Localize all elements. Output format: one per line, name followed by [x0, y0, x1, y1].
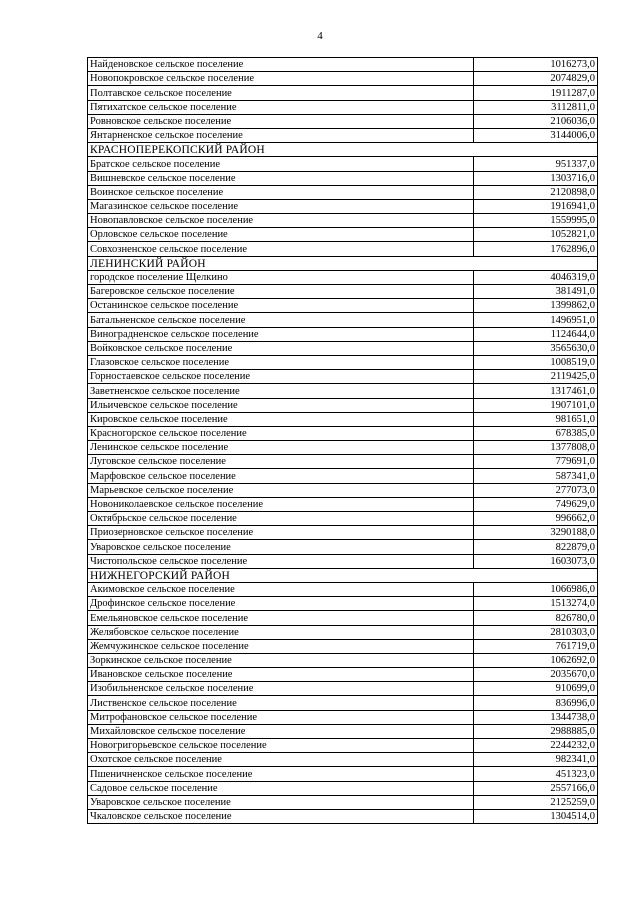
- table-row: [88, 597, 598, 611]
- settlement-name: Войковское сельское поселение: [88, 341, 474, 355]
- settlement-name: Виноградненское сельское поселение: [88, 327, 474, 341]
- settlement-value: 2120898,0: [474, 185, 598, 199]
- settlement-name: Вишневское сельское поселение: [88, 171, 474, 185]
- table-row: [88, 313, 598, 327]
- settlement-name: Марьевское сельское поселение: [88, 483, 474, 497]
- district-value-blank: [474, 143, 598, 157]
- table-row: [88, 412, 598, 426]
- settlement-value: 761719,0: [474, 639, 598, 653]
- table-row: [88, 171, 598, 185]
- settlement-name: Найденовское сельское поселение: [88, 58, 474, 72]
- settlement-value: 1124644,0: [474, 327, 598, 341]
- table-row: [88, 128, 598, 142]
- table-row: [88, 228, 598, 242]
- settlement-value: 1377808,0: [474, 441, 598, 455]
- settlement-name: Братское сельское поселение: [88, 157, 474, 171]
- settlement-name: Ровновское сельское поселение: [88, 114, 474, 128]
- table-row: [88, 86, 598, 100]
- settlement-name: Чкаловское сельское поселение: [88, 809, 474, 823]
- settlement-name: Пятихатское сельское поселение: [88, 100, 474, 114]
- table-row: [88, 270, 598, 284]
- settlement-name: Батальненское сельское поселение: [88, 313, 474, 327]
- table-row: [88, 653, 598, 667]
- settlement-value: 1052821,0: [474, 228, 598, 242]
- settlement-value: 3565630,0: [474, 341, 598, 355]
- table-row: [88, 483, 598, 497]
- settlement-value: 3112811,0: [474, 100, 598, 114]
- settlement-name: Зоркинское сельское поселение: [88, 653, 474, 667]
- table-row: [88, 512, 598, 526]
- settlement-value: 3290188,0: [474, 526, 598, 540]
- settlement-name: Магазинское сельское поселение: [88, 199, 474, 213]
- table-row: [88, 157, 598, 171]
- settlement-name: Луговское сельское поселение: [88, 455, 474, 469]
- settlement-value: 910699,0: [474, 682, 598, 696]
- settlement-value: 1062692,0: [474, 653, 598, 667]
- settlement-name: Орловское сельское поселение: [88, 228, 474, 242]
- settlement-name: Совхозненское сельское поселение: [88, 242, 474, 256]
- settlement-value: 1762896,0: [474, 242, 598, 256]
- table-row: [88, 455, 598, 469]
- table-row: [88, 710, 598, 724]
- settlement-name: Михайловское сельское поселение: [88, 724, 474, 738]
- settlement-name: городское поселение Щелкино: [88, 270, 474, 284]
- settlement-name: Останинское сельское поселение: [88, 299, 474, 313]
- table-row: [88, 497, 598, 511]
- district-header-row: [88, 256, 598, 270]
- settlement-name: Новогригорьевское сельское поселение: [88, 739, 474, 753]
- settlement-value: 822879,0: [474, 540, 598, 554]
- settlement-name: Марфовское сельское поселение: [88, 469, 474, 483]
- table-row: [88, 781, 598, 795]
- table-row: [88, 682, 598, 696]
- settlement-value: 2557166,0: [474, 781, 598, 795]
- settlement-name: Кировское сельское поселение: [88, 412, 474, 426]
- settlement-value: 982341,0: [474, 753, 598, 767]
- settlement-value: 1496951,0: [474, 313, 598, 327]
- settlement-value: 1916941,0: [474, 199, 598, 213]
- table-row: [88, 426, 598, 440]
- table-body: [88, 58, 598, 824]
- settlement-value: 2125259,0: [474, 795, 598, 809]
- settlement-name: Уваровское сельское поселение: [88, 795, 474, 809]
- table-row: [88, 299, 598, 313]
- settlement-name: Митрофановское сельское поселение: [88, 710, 474, 724]
- settlement-value: 1304514,0: [474, 809, 598, 823]
- district-header-row: [88, 568, 598, 582]
- district-value-blank: [474, 568, 598, 582]
- table-row: [88, 795, 598, 809]
- settlement-value: 2119425,0: [474, 370, 598, 384]
- table-row: [88, 58, 598, 72]
- settlement-value: 1344738,0: [474, 710, 598, 724]
- settlement-value: 1317461,0: [474, 384, 598, 398]
- settlement-value: 2810303,0: [474, 625, 598, 639]
- settlement-value: 1066986,0: [474, 582, 598, 596]
- table-row: [88, 582, 598, 596]
- settlement-name: Изобильненское сельское поселение: [88, 682, 474, 696]
- district-name: ЛЕНИНСКИЙ РАЙОН: [88, 256, 474, 270]
- settlement-name: Октябрьское сельское поселение: [88, 512, 474, 526]
- settlement-name: Емельяновское сельское поселение: [88, 611, 474, 625]
- settlement-value: 951337,0: [474, 157, 598, 171]
- settlement-value: 2244232,0: [474, 739, 598, 753]
- table-row: [88, 199, 598, 213]
- table-row: [88, 540, 598, 554]
- settlement-value: 2074829,0: [474, 72, 598, 86]
- settlement-name: Багеровское сельское поселение: [88, 285, 474, 299]
- table-row: [88, 739, 598, 753]
- table-row: [88, 668, 598, 682]
- settlement-value: 2106036,0: [474, 114, 598, 128]
- table-row: [88, 72, 598, 86]
- table-row: [88, 214, 598, 228]
- table-row: [88, 625, 598, 639]
- settlement-value: 3144006,0: [474, 128, 598, 142]
- settlement-name: Полтавское сельское поселение: [88, 86, 474, 100]
- settlement-value: 836996,0: [474, 696, 598, 710]
- table-row: [88, 554, 598, 568]
- settlement-value: 381491,0: [474, 285, 598, 299]
- settlement-name: Новопавловское сельское поселение: [88, 214, 474, 228]
- settlement-value: 1016273,0: [474, 58, 598, 72]
- table-row: [88, 696, 598, 710]
- settlement-value: 277073,0: [474, 483, 598, 497]
- district-name: КРАСНОПЕРЕКОПСКИЙ РАЙОН: [88, 143, 474, 157]
- table-row: [88, 767, 598, 781]
- settlement-name: Ильичевское сельское поселение: [88, 398, 474, 412]
- table-row: [88, 355, 598, 369]
- settlement-value: 1603073,0: [474, 554, 598, 568]
- table-row: [88, 441, 598, 455]
- settlement-value: 1303716,0: [474, 171, 598, 185]
- settlement-name: Лиственское сельское поселение: [88, 696, 474, 710]
- settlement-value: 1911287,0: [474, 86, 598, 100]
- settlement-value: 826780,0: [474, 611, 598, 625]
- settlement-value: 1907101,0: [474, 398, 598, 412]
- settlement-value: 779691,0: [474, 455, 598, 469]
- settlement-name: Ленинское сельское поселение: [88, 441, 474, 455]
- settlement-name: Глазовское сельское поселение: [88, 355, 474, 369]
- settlement-value: 996662,0: [474, 512, 598, 526]
- settlement-name: Дрофинское сельское поселение: [88, 597, 474, 611]
- page-number: 4: [317, 30, 323, 42]
- settlement-name: Заветненское сельское поселение: [88, 384, 474, 398]
- settlement-value: 1008519,0: [474, 355, 598, 369]
- table-row: [88, 341, 598, 355]
- settlement-name: Янтарненское сельское поселение: [88, 128, 474, 142]
- settlement-budget-table: [87, 57, 598, 824]
- table-row: [88, 469, 598, 483]
- settlement-value: 981651,0: [474, 412, 598, 426]
- settlement-name: Новопокровское сельское поселение: [88, 72, 474, 86]
- table-row: [88, 753, 598, 767]
- table-row: [88, 639, 598, 653]
- settlement-name: Желябовское сельское поселение: [88, 625, 474, 639]
- table-row: [88, 526, 598, 540]
- settlement-name: Воинское сельское поселение: [88, 185, 474, 199]
- table-row: [88, 398, 598, 412]
- settlement-name: Ивановское сельское поселение: [88, 668, 474, 682]
- district-value-blank: [474, 256, 598, 270]
- settlement-value: 587341,0: [474, 469, 598, 483]
- settlement-name: Акимовское сельское поселение: [88, 582, 474, 596]
- table-row: [88, 185, 598, 199]
- table-row: [88, 611, 598, 625]
- table-row: [88, 809, 598, 823]
- district-name: НИЖНЕГОРСКИЙ РАЙОН: [88, 568, 474, 582]
- table-row: [88, 100, 598, 114]
- settlement-name: Чистопольское сельское поселение: [88, 554, 474, 568]
- table-row: [88, 327, 598, 341]
- settlement-name: Горностаевское сельское поселение: [88, 370, 474, 384]
- settlement-name: Приозерновское сельское поселение: [88, 526, 474, 540]
- settlement-name: Охотское сельское поселение: [88, 753, 474, 767]
- district-header-row: [88, 143, 598, 157]
- table-row: [88, 370, 598, 384]
- table-row: [88, 724, 598, 738]
- settlement-value: 2035670,0: [474, 668, 598, 682]
- settlement-name: Пшеничненское сельское поселение: [88, 767, 474, 781]
- settlement-name: Красногорское сельское поселение: [88, 426, 474, 440]
- settlement-name: Жемчужинское сельское поселение: [88, 639, 474, 653]
- table-row: [88, 242, 598, 256]
- settlement-name: Садовое сельское поселение: [88, 781, 474, 795]
- settlement-name: Уваровское сельское поселение: [88, 540, 474, 554]
- settlement-value: 1399862,0: [474, 299, 598, 313]
- settlement-value: 678385,0: [474, 426, 598, 440]
- table-row: [88, 114, 598, 128]
- settlement-value: 451323,0: [474, 767, 598, 781]
- settlement-value: 4046319,0: [474, 270, 598, 284]
- table-row: [88, 285, 598, 299]
- settlement-value: 2988885,0: [474, 724, 598, 738]
- settlement-value: 1513274,0: [474, 597, 598, 611]
- table-row: [88, 384, 598, 398]
- settlement-name: Новониколаевское сельское поселение: [88, 497, 474, 511]
- settlement-value: 749629,0: [474, 497, 598, 511]
- settlement-value: 1559995,0: [474, 214, 598, 228]
